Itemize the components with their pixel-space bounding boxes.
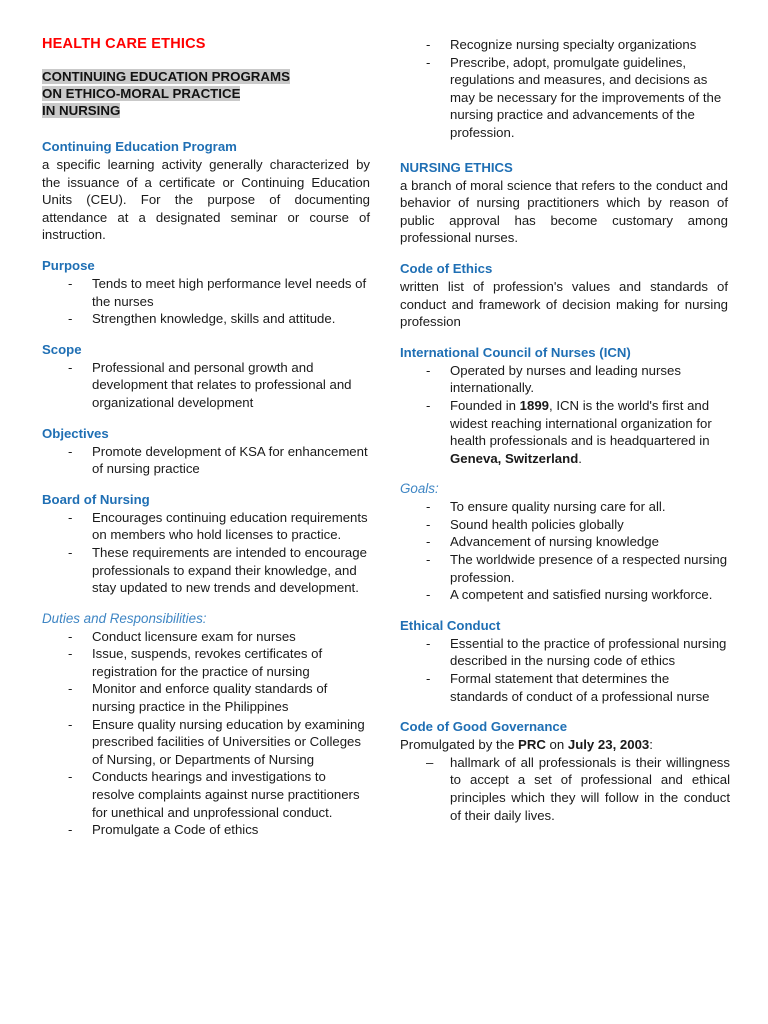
list-duties-and-responsibilities	[40, 628, 372, 839]
paragraph-code-of-good-governance-intro: Promulgated by the PRC on July 23, 2003:	[400, 737, 653, 753]
dash-marker: -	[426, 54, 431, 70]
spacer	[40, 412, 372, 426]
spacer	[398, 467, 730, 481]
dash-marker: -	[68, 628, 73, 644]
list-item-text: Sound health policies globally	[450, 516, 624, 532]
dash-marker: -	[68, 443, 73, 459]
dash-marker: -	[426, 397, 431, 413]
paragraph-nursing-ethics: a branch of moral science that refers to the conduct and behavior of nursing practitioners which by reason of public approval has become customary among professional nurses.	[400, 177, 728, 246]
dash-marker: -	[68, 716, 73, 732]
list-scope	[40, 359, 372, 412]
list-item-text: Issue, suspends, revokes certificates of registration for the practice of nursing	[92, 646, 323, 679]
list-item	[398, 551, 730, 586]
list-item	[40, 544, 372, 597]
list-item	[398, 754, 730, 824]
heading-continuing-education-program: Continuing Education Program	[42, 139, 237, 154]
list-item-text: Strengthen knowledge, skills and attitude.	[92, 311, 336, 327]
list-item-text: hallmark of all professionals is their willingness to accept a set of professional and ethical principles which they will follow in the conduct of their daily lives.	[450, 754, 730, 823]
list-item	[40, 645, 372, 680]
list-goals	[398, 498, 730, 604]
list-item-text: Monitor and enforce quality standards of nursing practice in the Philippines	[92, 681, 328, 715]
list-item	[40, 443, 372, 478]
spacer	[40, 597, 372, 611]
list-item-text: These requirements are intended to encourage professionals to expand their knowledge, and stay updated to new trends and development.	[92, 544, 367, 596]
list-item-text: The worldwide presence of a respected nursing profession.	[450, 552, 728, 585]
paragraph-code-of-ethics: written list of profession's values and standards of conduct and framework of decision making for nursing profession	[400, 278, 728, 330]
dash-marker: -	[426, 499, 431, 515]
list-item-text: Founded in 1899, ICN is the world's first and widest reaching international organization for health professionals and is headquartered in Geneva, Switzerland.	[450, 397, 712, 466]
list-item	[40, 768, 372, 821]
spacer	[398, 604, 730, 618]
dash-marker: -	[426, 552, 431, 568]
list-item-text: Tends to meet high performance level needs of the nurses	[92, 275, 367, 309]
heading-duties-and-responsibilities: Duties and Responsibilities:	[42, 610, 207, 626]
list-board-of-nursing	[40, 509, 372, 597]
heading-goals: Goals:	[400, 481, 439, 497]
list-item-text: Prescribe, adopt, promulgate guidelines, regulations and measures, and decisions as may be necessary for the improvements of the nursing practice and advancements of the profession.	[450, 54, 722, 140]
list-item	[40, 680, 372, 715]
dash-marker: -	[68, 509, 73, 525]
document-subtitle	[42, 68, 372, 119]
dash-marker: -	[426, 534, 431, 550]
paragraph-continuing-education-program: a specific learning activity generally characterized by the issuance of a certificate or Continuing Education Units (CEU). For the purpose of documenting attendance at a designated seminar or course of instruction.	[42, 157, 370, 243]
spacer	[398, 331, 730, 345]
dash-marker: -	[426, 37, 431, 52]
list-item	[40, 716, 372, 769]
list-ethical-conduct	[398, 635, 730, 705]
list-item-text: Promulgate a Code of ethics	[92, 822, 259, 838]
list-item	[398, 397, 730, 467]
list-item	[398, 36, 730, 54]
dash-marker: -	[426, 516, 431, 532]
list-item-text: To ensure quality nursing care for all.	[450, 499, 666, 515]
spacer	[398, 247, 730, 261]
heading-board-of-nursing: Board of Nursing	[42, 491, 150, 507]
list-item-text: Ensure quality nursing education by examining prescribed facilities of Universities or Colleges of Nursing, or Departments of Nursing	[92, 716, 365, 767]
spacer	[40, 328, 372, 342]
heading-objectives: Objectives	[42, 425, 109, 441]
heading-nursing-ethics: NURSING ETHICS	[400, 159, 513, 175]
list-board-of-nursing-continued	[398, 36, 730, 142]
list-item	[398, 516, 730, 534]
dash-marker: -	[68, 646, 73, 662]
dash-marker: -	[68, 544, 73, 560]
list-item	[398, 586, 730, 604]
list-item	[40, 310, 372, 328]
heading-code-of-good-governance: Code of Good Governance	[400, 719, 568, 735]
list-item-text: Recognize nursing specialty organizations	[450, 37, 697, 52]
spacer	[40, 478, 372, 492]
list-item-text: Formal statement that determines the standards of conduct of a professional nurse	[450, 671, 710, 704]
list-item	[398, 533, 730, 551]
list-code-of-good-governance	[398, 754, 730, 824]
dash-marker: -	[426, 362, 431, 378]
list-item-text: Operated by nurses and leading nurses internationally.	[450, 362, 681, 396]
list-item	[40, 275, 372, 310]
list-item	[398, 635, 730, 670]
list-item-text: Advancement of nursing knowledge	[450, 534, 659, 550]
dash-marker: -	[68, 769, 73, 785]
list-item-text: Promote development of KSA for enhancement of nursing practice	[92, 443, 368, 477]
list-item	[398, 362, 730, 397]
list-item	[398, 54, 730, 142]
dash-marker: -	[68, 681, 73, 697]
spacer	[398, 705, 730, 719]
list-item-text: A competent and satisfied nursing workforce.	[450, 587, 713, 603]
dash-marker: -	[68, 359, 73, 375]
list-item	[40, 509, 372, 544]
dash-marker: -	[426, 671, 431, 687]
spacer	[398, 142, 730, 160]
list-purpose	[40, 275, 372, 328]
spacer	[40, 244, 372, 258]
heading-international-council-of-nurses: International Council of Nurses (ICN)	[400, 344, 631, 360]
list-item-text: Encourages continuing education requirements on members who hold licenses to practice.	[92, 509, 368, 543]
subtitle-line-1: CONTINUING EDUCATION PROGRAMS	[42, 69, 290, 84]
dash-marker: -	[68, 275, 73, 291]
heading-purpose: Purpose	[42, 257, 95, 273]
dash-marker: -	[68, 311, 73, 327]
page-title: HEALTH CARE ETHICS	[42, 36, 206, 52]
dash-marker: -	[426, 587, 431, 603]
list-item	[40, 359, 372, 412]
list-objectives	[40, 443, 372, 478]
list-item-text: Professional and personal growth and development that relates to professional and organizational development	[92, 359, 352, 410]
list-item-text: Conducts hearings and investigations to resolve complaints against nurse practitioners for unethical and unprofessional conduct.	[92, 769, 360, 820]
list-item-text: Essential to the practice of professional nursing described in the nursing code of ethics	[450, 635, 727, 669]
heading-code-of-ethics: Code of Ethics	[400, 260, 493, 276]
left-column	[40, 36, 372, 839]
list-item	[398, 670, 730, 705]
endash-marker: –	[426, 754, 434, 770]
subtitle-line-3: IN NURSING	[42, 103, 121, 118]
heading-ethical-conduct: Ethical Conduct	[400, 617, 501, 633]
list-item-text: Conduct licensure exam for nurses	[92, 628, 296, 644]
list-item	[398, 498, 730, 516]
list-item	[40, 628, 372, 646]
right-column	[398, 36, 730, 824]
dash-marker: -	[68, 822, 73, 838]
heading-scope: Scope	[42, 341, 82, 357]
dash-marker: -	[426, 635, 431, 651]
list-item	[40, 821, 372, 839]
two-column-layout	[40, 36, 738, 839]
list-international-council-of-nurses	[398, 362, 730, 468]
subtitle-line-2: ON ETHICO-MORAL PRACTICE	[42, 86, 241, 101]
